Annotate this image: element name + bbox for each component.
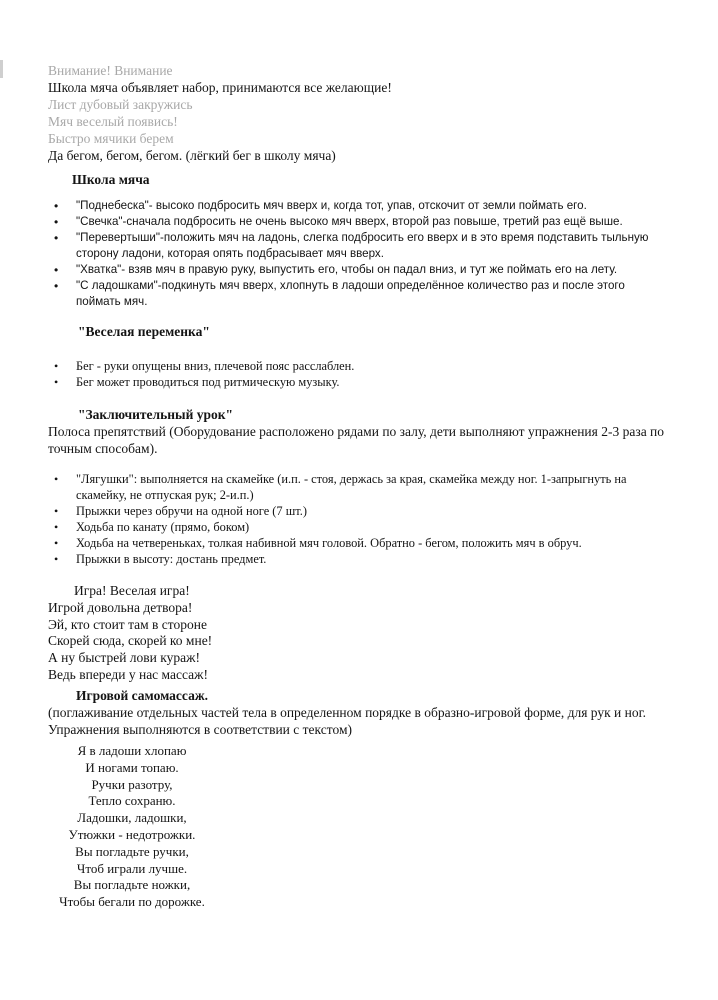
poem-line: А ну быстрей лови кураж!: [48, 650, 200, 666]
poem-line: Я в ладоши хлопаю: [77, 743, 187, 758]
list-item: • Ходьба на четвереньках, толкая набивной мяч головой. Обратно - бегом, положить мяч в обруч.: [50, 535, 670, 551]
final-lesson-list: [50, 471, 670, 567]
poem-line: Чтобы бегали по дорожке.: [59, 894, 205, 910]
self-massage-paragraph: (поглаживание отдельных частей тела в определенном порядке в образно-игровой форме, для рук и ног. Упражнения выполняются в соответствии с текстом): [48, 705, 647, 737]
poem-line: Ладошки, ладошки,: [77, 810, 187, 826]
poem-line: Тепло сохраню.: [88, 793, 176, 809]
intro-line: Мяч веселый появись!: [48, 114, 178, 129]
list-item: • "Поднебеска"- высоко подбросить мяч вверх и, когда тот, упав, отскочит от земли поймать его.: [50, 198, 670, 214]
list-item: • "Свечка"-сначала подбросить не очень высоко мяч вверх, второй раз повыше, третий раз ещё выше.: [50, 214, 670, 230]
poem-line: Скорей сюда, скорей ко мне!: [48, 633, 213, 649]
poem-massage: [52, 743, 212, 911]
poem-line: Вы погладьте ножки,: [73, 877, 191, 893]
final-lesson-paragraph: Полоса препятствий (Оборудование расположено рядами по залу, дети выполняют упражнения 2-3 раза по точным способам).: [48, 424, 665, 456]
poem-line: Вы погладьте ручки,: [75, 843, 189, 859]
intro-line: Быстро мячики берем: [48, 131, 174, 146]
list-item: • "С ладошками"-подкинуть мяч вверх, хлопнуть в ладоши определённое количество раз и после этого поймать мяч.: [50, 278, 670, 310]
poem-line: Ведь впереди у нас массаж!: [48, 666, 208, 682]
intro-line-text: Школа мяча объявляет набор, принимаются все желающие!: [48, 80, 392, 95]
poem-line: Чтоб играли лучше.: [76, 860, 188, 876]
poem-line: Эй, кто стоит там в стороне: [48, 616, 207, 632]
list-item: • Ходьба по канату (прямо, боком): [50, 519, 670, 535]
poem-line: Игра! Веселая игра!: [74, 583, 190, 598]
list-item: • Бег - руки опущены вниз, плечевой пояс расслаблен.: [50, 358, 670, 374]
ball-school-list: [50, 198, 670, 310]
intro-line: Да бегом, бегом, бегом. (лёгкий бег в школу мяча): [48, 148, 336, 163]
poem-game: [48, 583, 212, 684]
section-heading-break: "Веселая переменка": [78, 324, 210, 339]
poem-line: Игрой довольна детвора!: [48, 599, 193, 615]
intro-line: Лист дубовый закружись: [48, 97, 193, 112]
list-item: • "Лягушки": выполняется на скамейке (и.п. - стоя, держась за края, скамейка между ног. 1-запрыгнуть на скамейку, не отпуская рук; 2-и.п.): [50, 471, 670, 503]
list-item: • Бег может проводиться под ритмическую музыку.: [50, 374, 670, 390]
section-heading-ball-school: Школа мяча: [72, 172, 150, 187]
intro-line: [48, 79, 392, 96]
poem-line: И ногами топаю.: [85, 759, 179, 775]
poem-line: Утюжки - недотрожки.: [68, 826, 196, 842]
list-item: • "Перевертыши"-положить мяч на ладонь, слегка подбросить его вверх и в это время подставить тыльную сторону ладони, которая опять подбрасывает мяч вверх.: [50, 230, 670, 262]
list-item: • "Хватка"- взяв мяч в правую руку, выпустить его, чтобы он падал вниз, и тут же поймать его на лету.: [50, 262, 670, 278]
section-heading-self-massage: Игровой самомассаж.: [76, 688, 208, 703]
break-list: [50, 358, 670, 390]
list-item: • Прыжки в высоту: достань предмет.: [50, 551, 670, 567]
scan-edge-mark: [0, 60, 3, 78]
list-item: • Прыжки через обручи на одной ноге (7 шт.): [50, 503, 670, 519]
section-heading-final-lesson: "Заключительный урок": [78, 407, 234, 422]
poem-line: Ручки разотру,: [91, 776, 173, 792]
intro-line: Внимание! Внимание: [48, 63, 173, 78]
